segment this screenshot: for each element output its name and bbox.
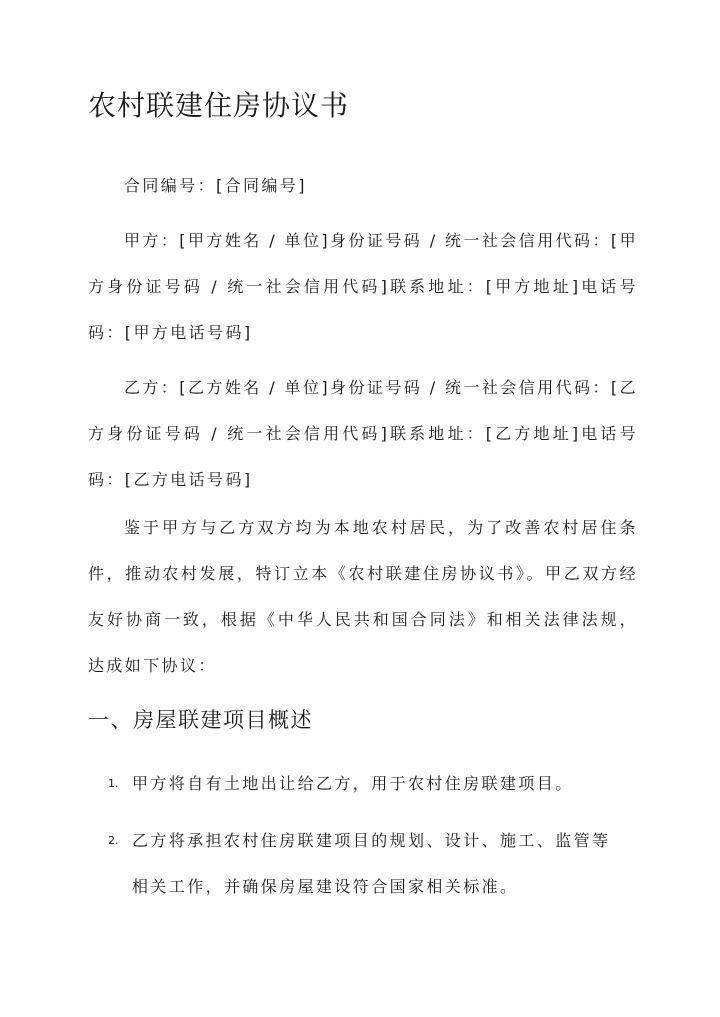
document-title: 农村联建住房协议书 [88, 89, 350, 122]
preamble-paragraph: 鉴于甲方与乙方双方均为本地农村居民，为了改善农村居住条件，推动农村发展，特订立本《农村联建住房协议书》。甲乙双方经友好协商一致，根据《中华人民共和国合同法》和相关法律法规，达成如下协议： [88, 518, 638, 675]
party-a-info: 甲方：[甲方姓名 / 单位]身份证号码 / 统一社会信用代码：[甲方身份证号码 / 统一社会信用代码]联系地址：[甲方地址]电话号码：[甲方电话号码] [88, 231, 638, 342]
list-item [108, 818, 628, 910]
list-item [108, 761, 628, 807]
contract-number: 合同编号：[合同编号] [124, 176, 307, 195]
list-item-number: 1. [108, 777, 119, 790]
list-item-text: 乙方将承担农村住房联建项目的规划、设计、施工、监管等相关工作，并确保房屋建设符合国家相关标准。 [132, 831, 611, 896]
list-item-text: 甲方将自有土地出让给乙方，用于农村住房联建项目。 [132, 774, 574, 793]
list-item-number: 2. [108, 834, 119, 847]
section-heading: 一、房屋联建项目概述 [88, 708, 313, 732]
party-b-info: 乙方：[乙方姓名 / 单位]身份证号码 / 统一社会信用代码：[乙方身份证号码 / 统一社会信用代码]联系地址：[乙方地址]电话号码：[乙方电话号码] [88, 378, 638, 489]
